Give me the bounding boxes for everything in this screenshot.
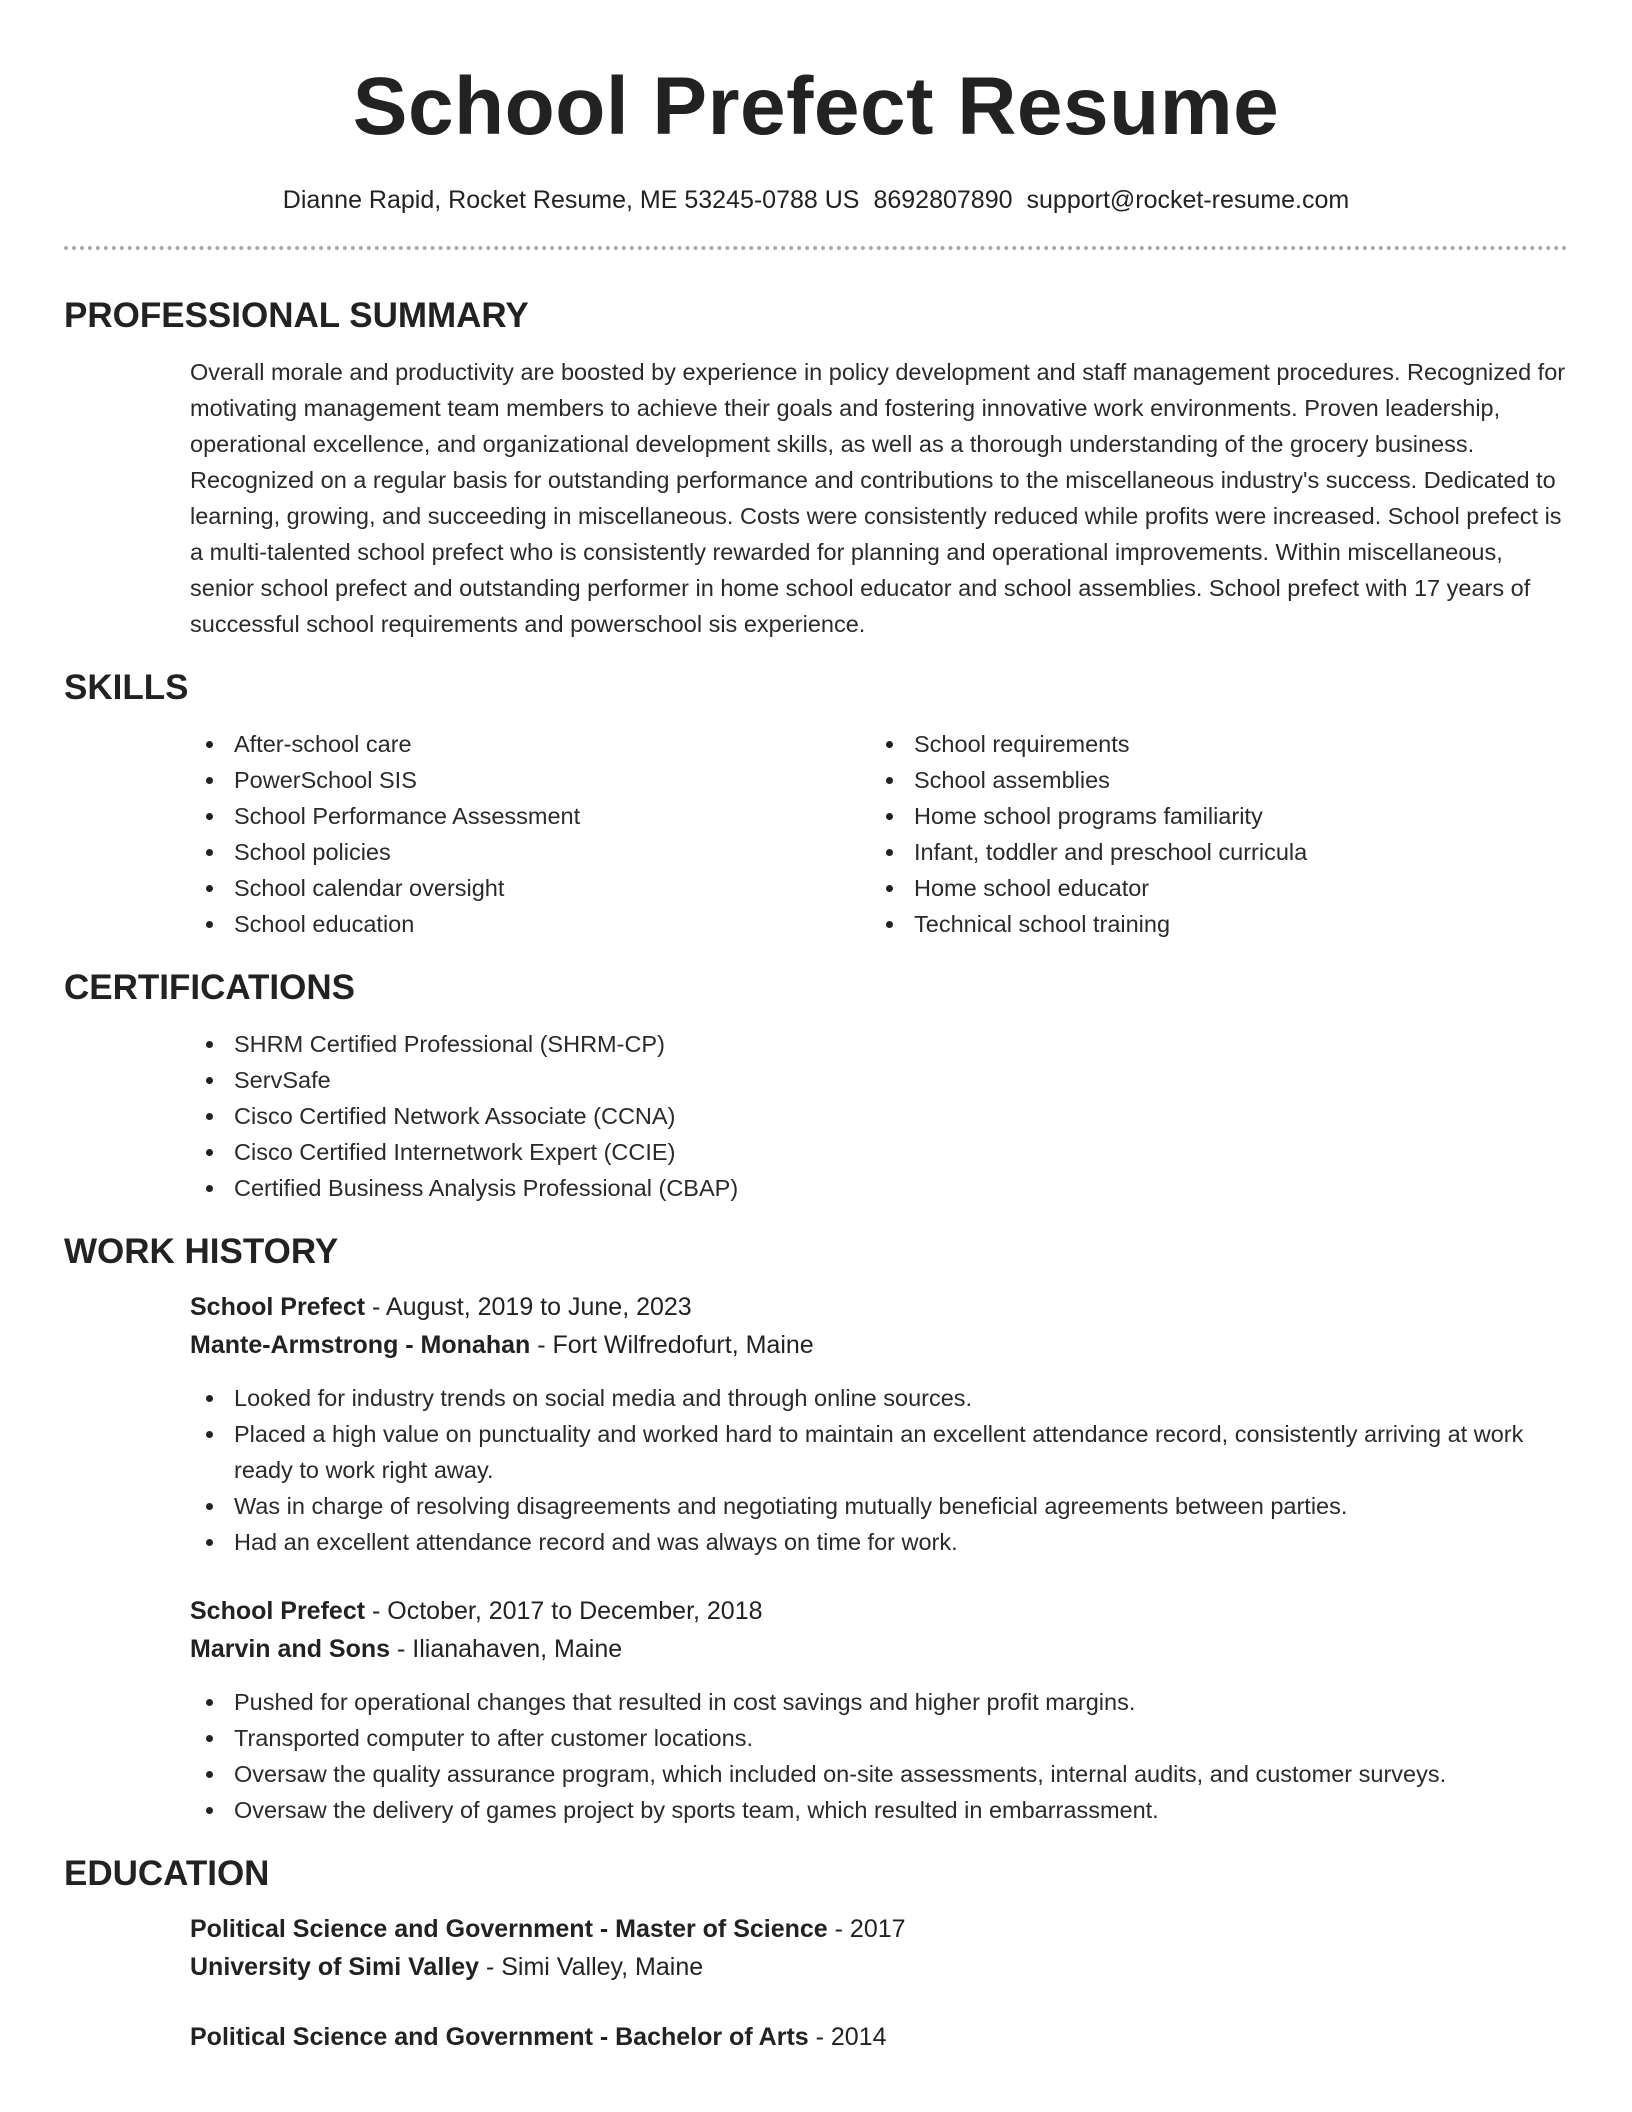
education-entry [190,1910,1568,1986]
job-title-line [190,1288,1568,1326]
list-item: PowerSchool SIS [190,762,870,798]
summary-heading: PROFESSIONAL SUMMARY [64,296,529,335]
skills-heading: SKILLS [64,668,189,707]
list-item: Cisco Certified Internetwork Expert (CCIE) [190,1134,1568,1170]
list-item: Was in charge of resolving disagreements and negotiating mutually beneficial agreements between parties. [190,1488,1568,1524]
contact-email: support@rocket-resume.com [1026,186,1350,214]
list-item: Pushed for operational changes that resulted in cost savings and higher profit margins. [190,1684,1568,1720]
degree-line [190,2018,1568,2056]
list-item: Oversaw the quality assurance program, which included on-site assessments, internal audits, and customer surveys. [190,1756,1568,1792]
list-item: Had an excellent attendance record and was always on time for work. [190,1524,1568,1560]
job-title: School Prefect [190,1597,366,1625]
education-section [190,1910,1568,2056]
job-dates: - August, 2019 to June, 2023 [365,1293,692,1321]
job-entry [190,1288,1568,1560]
list-item: ServSafe [190,1062,1568,1098]
contact-line [64,184,1568,216]
list-item: School education [190,906,870,942]
list-item: School calendar oversight [190,870,870,906]
certifications-section [190,1026,1568,1206]
job-title: School Prefect [190,1293,366,1321]
company-location: - Fort Wilfredofurt, Maine [530,1331,814,1359]
contact-phone: 8692807890 [873,186,1013,214]
list-item: Home school educator [870,870,1550,906]
job-entry [190,1592,1568,1828]
header-divider [64,246,1568,250]
list-item: Technical school training [870,906,1550,942]
contact-address: Dianne Rapid, Rocket Resume, ME 53245-0788 US [282,186,860,214]
list-item: Placed a high value on punctuality and worked hard to maintain an excellent attendance record, consistently arriving at work ready to work right away. [190,1416,1568,1488]
company-line [190,1630,1568,1668]
summary-section [190,354,1568,642]
degree: Political Science and Government - Bachelor of Arts [190,2023,809,2051]
degree-year: - 2014 [808,2023,887,2051]
list-item: Looked for industry trends on social media and through online sources. [190,1380,1568,1416]
school-line [190,1948,1568,1986]
degree-line [190,1910,1568,1948]
work-history-heading: WORK HISTORY [64,1232,339,1271]
list-item: School requirements [870,726,1550,762]
school-name: University of Simi Valley [190,1953,480,1981]
list-item: After-school care [190,726,870,762]
resume-page [64,0,1568,2056]
degree-year: - 2017 [827,1915,906,1943]
certifications-heading: CERTIFICATIONS [64,968,356,1007]
skills-list-left [190,726,870,942]
certifications-list [190,1026,1568,1206]
list-item: School assemblies [870,762,1550,798]
job-duties [190,1684,1568,1828]
job-dates: - October, 2017 to December, 2018 [365,1597,763,1625]
list-item: Transported computer to after customer locations. [190,1720,1568,1756]
list-item: Home school programs familiarity [870,798,1550,834]
list-item: School Performance Assessment [190,798,870,834]
list-item: Oversaw the delivery of games project by sports team, which resulted in embarrassment. [190,1792,1568,1828]
skills-list-right [870,726,1550,942]
education-entry [190,2018,1568,2056]
list-item: School policies [190,834,870,870]
list-item: Certified Business Analysis Professional (CBAP) [190,1170,1568,1206]
company-name: Marvin and Sons [190,1635,391,1663]
job-title-line [190,1592,1568,1630]
skills-section [190,726,1568,942]
education-heading: EDUCATION [64,1854,270,1893]
school-location: - Simi Valley, Maine [479,1953,704,1981]
list-item: SHRM Certified Professional (SHRM-CP) [190,1026,1568,1062]
degree: Political Science and Government - Master of Science [190,1915,828,1943]
work-history-section [190,1288,1568,1828]
job-duties [190,1380,1568,1560]
company-name: Mante-Armstrong - Monahan [190,1331,531,1359]
list-item: Cisco Certified Network Associate (CCNA) [190,1098,1568,1134]
page-title: School Prefect Resume [352,61,1280,152]
list-item: Infant, toddler and preschool curricula [870,834,1550,870]
company-location: - Ilianahaven, Maine [390,1635,623,1663]
summary-text: Overall morale and productivity are boosted by experience in policy development and staff management procedures. Recognized for motivating management team members to achieve their goals and fostering innovative work environments. Proven leadership, operational excellence, and organizational development skills, as well as a thorough understanding of the grocery business. Recognized on a regular basis for outstanding performance and contributions to the miscellaneous industry's success. Dedicated to learning, growing, and succeeding in miscellaneous. Costs were consistently reduced while profits were increased. School prefect is a multi-talented school prefect who is consistently rewarded for planning and operational improvements. Within miscellaneous, senior school prefect and outstanding performer in home school educator and school assemblies. School prefect with 17 years of successful school requirements and powerschool sis experience. [190,359,1566,637]
company-line [190,1326,1568,1364]
